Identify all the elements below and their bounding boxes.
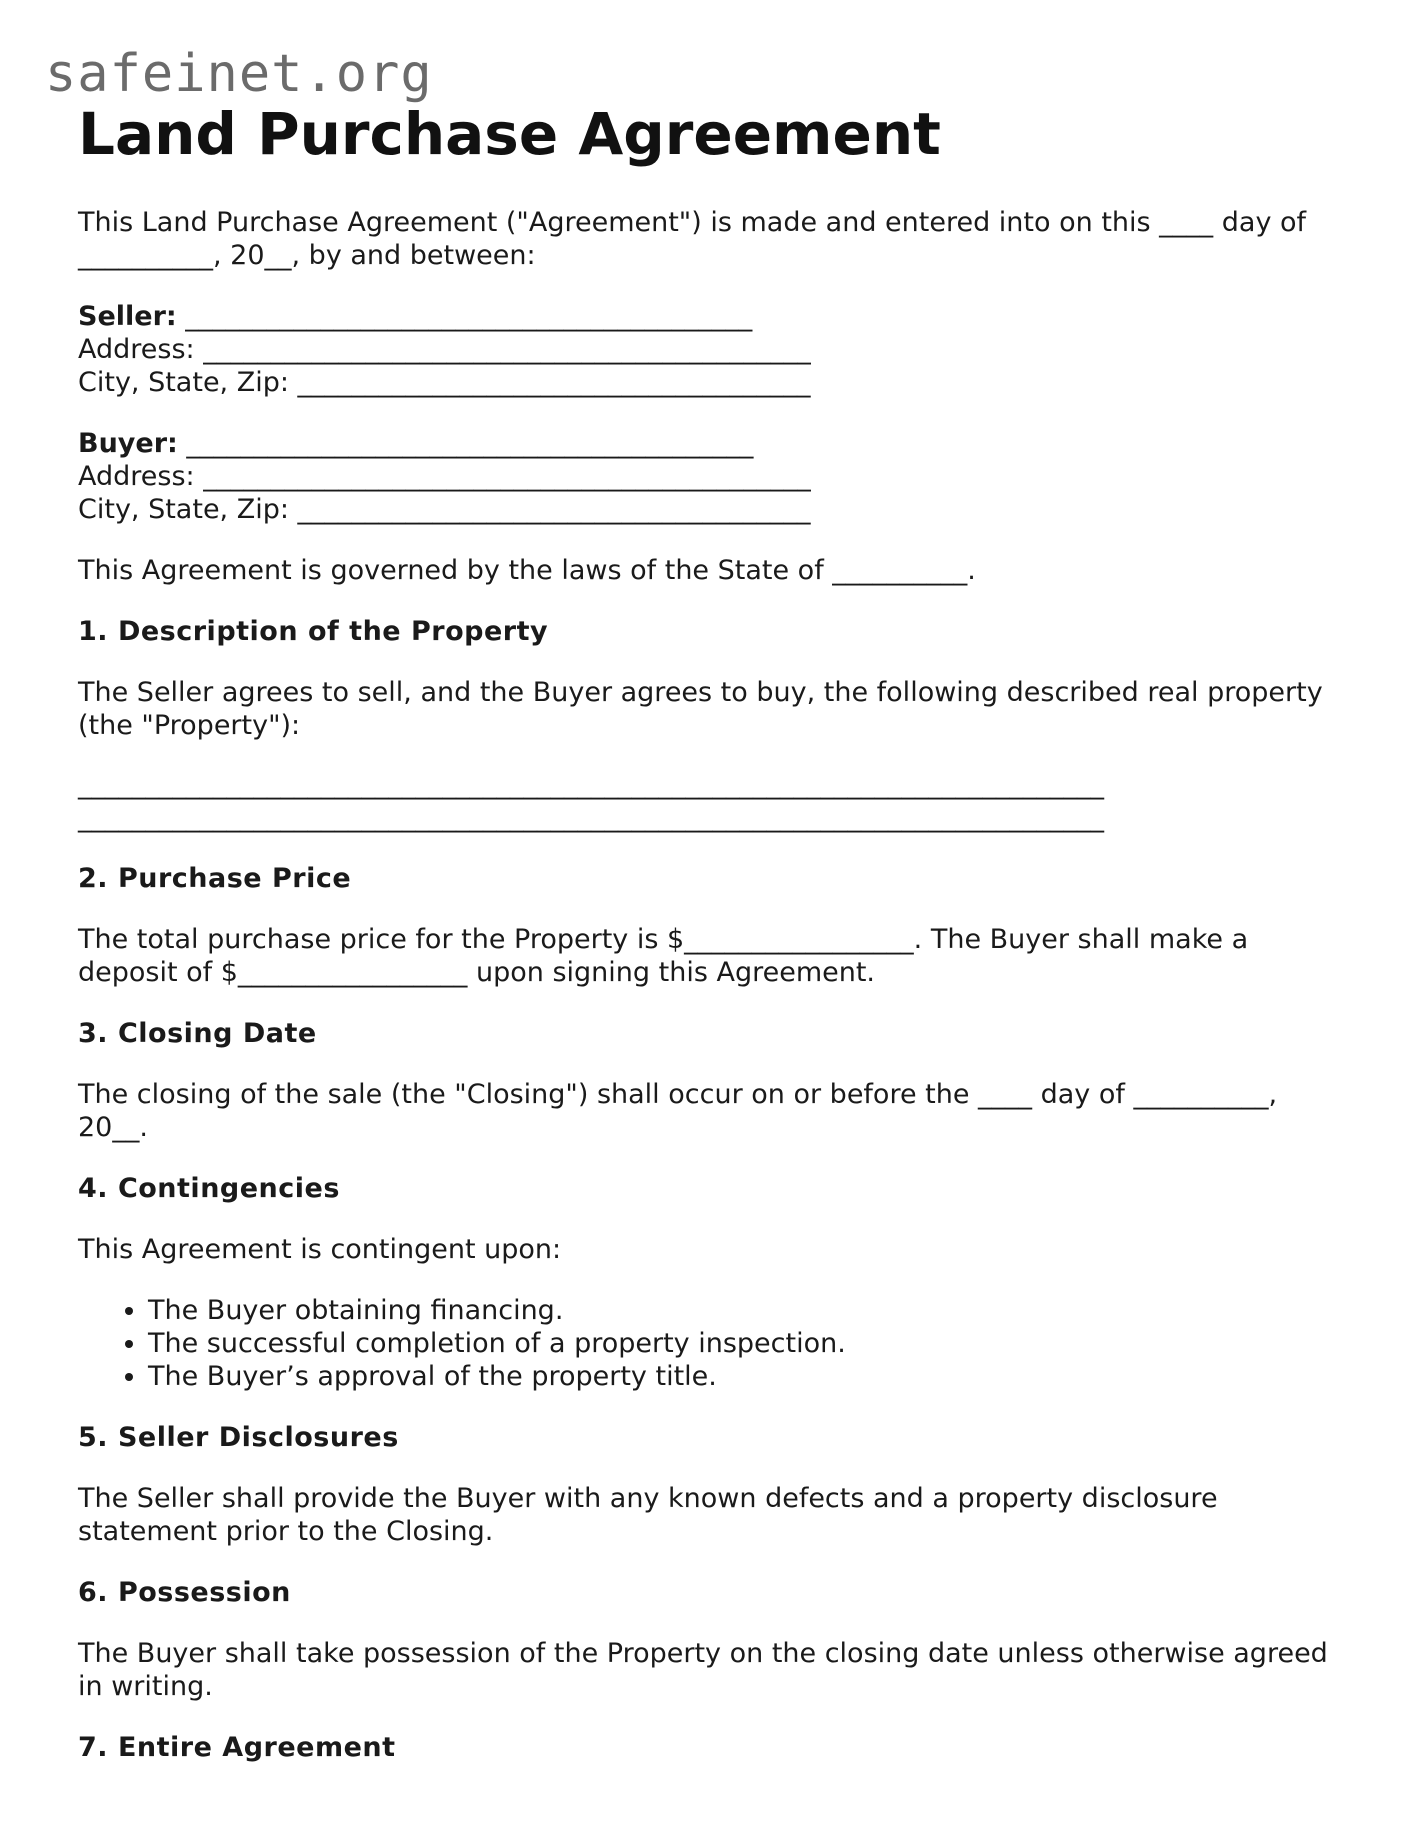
section-body-closing: The closing of the sale (the "Closing") shall occur on or before the ____ day of __________, 20__. <box>78 1079 1278 1143</box>
section-body-contingencies: This Agreement is contingent upon: <box>78 1234 562 1265</box>
seller-name-line <box>78 300 1340 333</box>
seller-city-line: City, State, Zip: ______________________________________ <box>78 367 811 398</box>
section-heading-price: 2. Purchase Price <box>78 863 352 894</box>
contingencies-list <box>78 1294 1340 1393</box>
watermark: safeinet.org <box>45 44 433 104</box>
seller-label: Seller: <box>78 301 177 332</box>
section-heading-entire-agreement: 7. Entire Agreement <box>78 1732 396 1763</box>
section-body-possession: The Buyer shall take possession of the Property on the closing date unless otherwise agreed in writing. <box>78 1638 1328 1702</box>
section-body-disclosures: The Seller shall provide the Buyer with any known defects and a property disclosure statement prior to the Closing. <box>78 1483 1218 1547</box>
intro-paragraph: This Land Purchase Agreement ("Agreement") is made and entered into on this ____ day of __________, 20__, by and between: <box>78 207 1307 271</box>
buyer-address-line: Address: _____________________________________________ <box>78 461 811 492</box>
seller-address-line: Address: _____________________________________________ <box>78 334 811 365</box>
property-blank-line-1: ____________________________________________________________________________ <box>78 769 1104 800</box>
list-item: • The Buyer’s approval of the property title. <box>148 1360 1340 1393</box>
list-item: • The Buyer obtaining financing. <box>148 1294 1340 1327</box>
buyer-name-blank: __________________________________________ <box>177 428 754 459</box>
buyer-city-line: City, State, Zip: ______________________________________ <box>78 494 811 525</box>
section-heading-closing: 3. Closing Date <box>78 1018 317 1049</box>
list-item: • The successful completion of a property inspection. <box>148 1327 1340 1360</box>
property-blank-line-2: ____________________________________________________________________________ <box>78 802 1104 833</box>
governing-law-paragraph: This Agreement is governed by the laws of the State of __________. <box>78 555 976 586</box>
seller-name-blank: __________________________________________ <box>176 301 753 332</box>
document-title: Land Purchase Agreement <box>78 100 941 168</box>
buyer-name-line <box>78 427 1340 460</box>
section-body-price: The total purchase price for the Property is $_________________. The Buyer shall make a deposit of $_________________ upon signing this Agreement. <box>78 924 1249 988</box>
buyer-block <box>78 427 1340 526</box>
section-heading-property: 1. Description of the Property <box>78 616 549 647</box>
property-description-lines <box>78 768 1340 834</box>
document-page <box>78 100 1340 1792</box>
section-heading-disclosures: 5. Seller Disclosures <box>78 1422 399 1453</box>
section-heading-contingencies: 4. Contingencies <box>78 1173 340 1204</box>
seller-block <box>78 300 1340 399</box>
section-heading-possession: 6. Possession <box>78 1577 291 1608</box>
buyer-label: Buyer: <box>78 428 178 459</box>
section-body-property: The Seller agrees to sell, and the Buyer agrees to buy, the following described real property (the "Property"): <box>78 677 1323 741</box>
